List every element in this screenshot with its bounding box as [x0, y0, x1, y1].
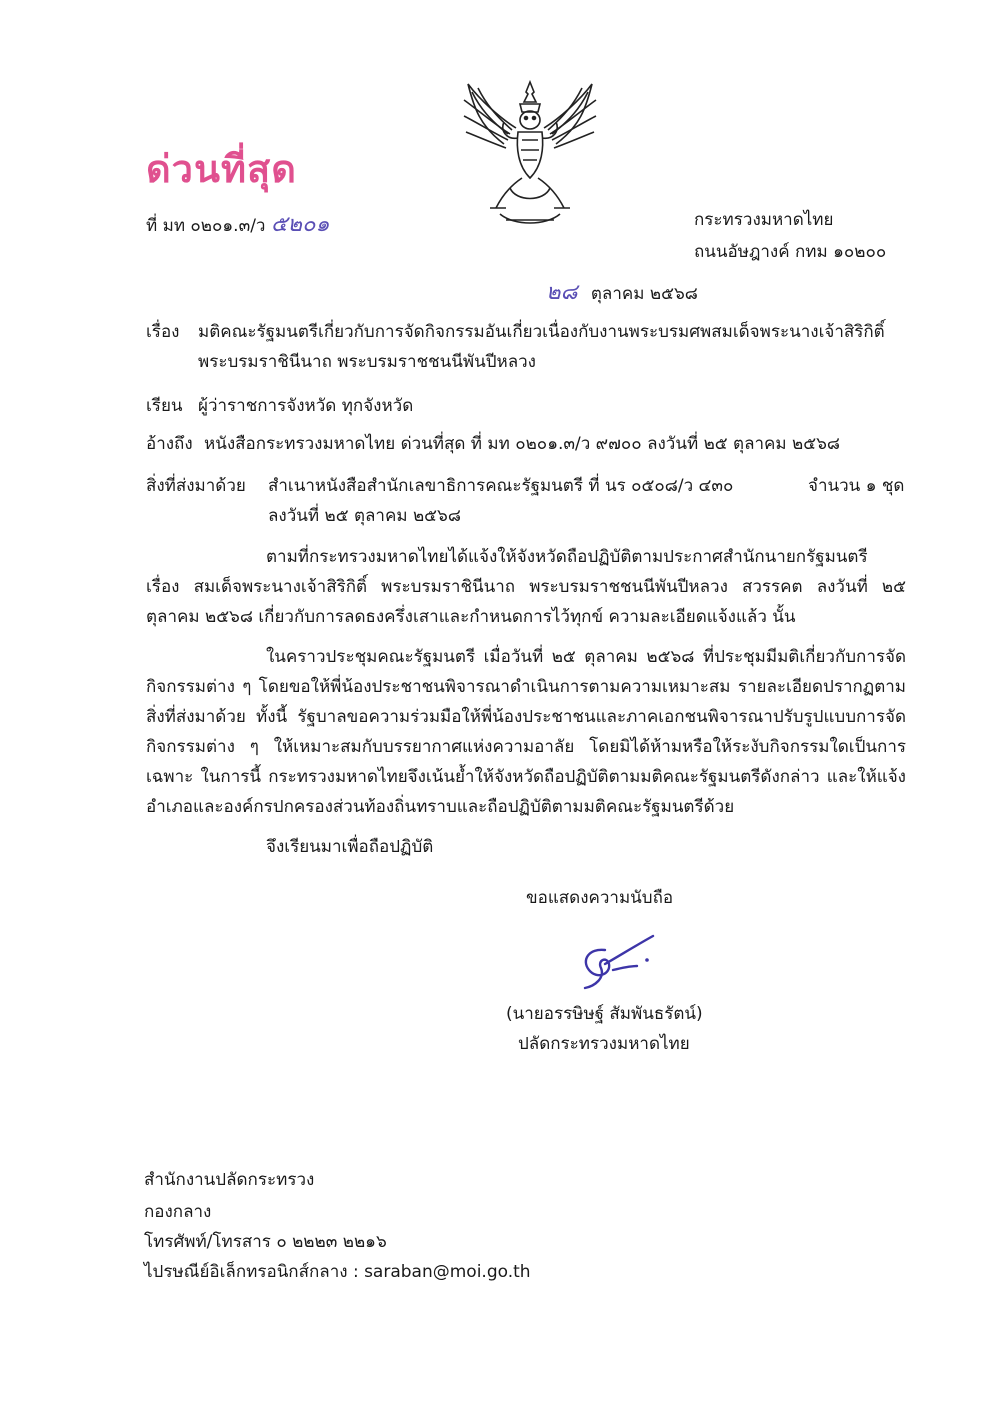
signer-title: ปลัดกระทรวงมหาดไทย	[518, 1034, 690, 1054]
ministry-address: ถนนอัษฎางค์ กทม ๑๐๒๐๐	[694, 242, 887, 262]
footer-office: สำนักงานปลัดกระทรวง	[144, 1170, 315, 1190]
body-paragraph-3: จึงเรียนมาเพื่อถือปฏิบัติ	[266, 837, 434, 857]
body-paragraph-1: ตามที่กระทรวงมหาดไทยได้แจ้งให้จังหวัดถือปฏิบัติตามประกาศสำนักนายกรัฐมนตรี เรื่อง สมเด็จพระนางเจ้าสิริกิติ์ พระบรมราชินีนาถ พระบรมราชชนนีพันปีหลวง สวรรคต ลงวันที่ ๒๕ ตุลาคม ๒๕๖๘ เกี่ยวกับการลดธงครึ่งเสาและกำหนดการไว้ทุกข์ ความละเอียดแจ้งแล้ว นั้น	[146, 547, 906, 627]
ministry-name: กระทรวงมหาดไทย	[694, 210, 834, 230]
to-label: เรียน	[146, 396, 183, 416]
subject-line-1: มติคณะรัฐมนตรีเกี่ยวกับการจัดกิจกรรมอันเกี่ยวเนื่องกับงานพระบรมศพสมเด็จพระนางเจ้าสิริกิติ์	[198, 322, 885, 342]
enclosure-label: สิ่งที่ส่งมาด้วย	[146, 476, 246, 496]
document-number	[146, 206, 329, 241]
document-number-handwritten: ๕๒๐๑	[270, 212, 330, 237]
date-day-handwritten: ๒๘	[546, 280, 578, 305]
document-date	[546, 274, 698, 309]
reference-value: หนังสือกระทรวงมหาดไทย ด่วนที่สุด ที่ มท ๐๒๐๑.๓/ว ๙๗๐๐ ลงวันที่ ๒๕ ตุลาคม ๒๕๖๘	[204, 434, 841, 454]
signature-mark	[575, 930, 660, 992]
enclosure-line-2: ลงวันที่ ๒๕ ตุลาคม ๒๕๖๘	[268, 506, 461, 526]
urgency-label: ด่วนที่สุด	[146, 147, 297, 191]
document-number-prefix: ที่ มท ๐๒๐๑.๓/ว	[146, 216, 266, 236]
date-month-year: ตุลาคม ๒๕๖๘	[590, 284, 698, 304]
garuda-emblem-icon	[460, 78, 600, 230]
enclosure-quantity: จำนวน ๑ ชุด	[808, 476, 905, 496]
footer-email[interactable]: ไปรษณีย์อิเล็กทรอนิกส์กลาง : saraban@moi.go.th	[144, 1262, 531, 1282]
subject-line-2: พระบรมราชินีนาถ พระบรมราชชนนีพันปีหลวง	[198, 352, 536, 372]
body-paragraph-2: ในคราวประชุมคณะรัฐมนตรี เมื่อวันที่ ๒๕ ตุลาคม ๒๕๖๘ ที่ประชุมมีมติเกี่ยวกับการจัดกิจกรรมต่าง ๆ โดยขอให้พี่น้องประชาชนพิจารณาดำเนินการตามความเหมาะสม รายละเอียดปรากฏตามสิ่งที่ส่งมาด้วย ทั้งนี้ รัฐบาลขอความร่วมมือให้พี่น้องประชาชนและภาคเอกชนพิจารณาปรับรูปแบบการจัดกิจกรรมต่าง ๆ ให้เหมาะสมกับบรรยากาศแห่งความอาลัย โดยมิได้ห้ามหรือให้ระงับกิจกรรมใดเป็นการเฉพาะ ในการนี้ กระทรวงมหาดไทยจึงเน้นย้ำให้จังหวัดถือปฏิบัติตามมติคณะรัฐมนตรีดังกล่าว และให้แจ้งอำเภอและองค์กรปกครองส่วนท้องถิ่นทราบและถือปฏิบัติตามมติคณะรัฐมนตรีด้วย	[146, 647, 906, 817]
to-value: ผู้ว่าราชการจังหวัด ทุกจังหวัด	[198, 396, 414, 416]
signer-name: (นายอรรษิษฐ์ สัมพันธรัตน์)	[506, 1004, 703, 1024]
closing-regards: ขอแสดงความนับถือ	[526, 888, 674, 908]
subject-label: เรื่อง	[146, 322, 180, 342]
reference-label: อ้างถึง	[146, 434, 193, 454]
footer-phone: โทรศัพท์/โทรสาร ๐ ๒๒๒๓ ๒๒๑๖	[144, 1232, 387, 1252]
enclosure-line-1: สำเนาหนังสือสำนักเลขาธิการคณะรัฐมนตรี ที่ นร ๐๕๐๘/ว ๔๓๐	[268, 476, 734, 496]
footer-division: กองกลาง	[144, 1202, 212, 1222]
